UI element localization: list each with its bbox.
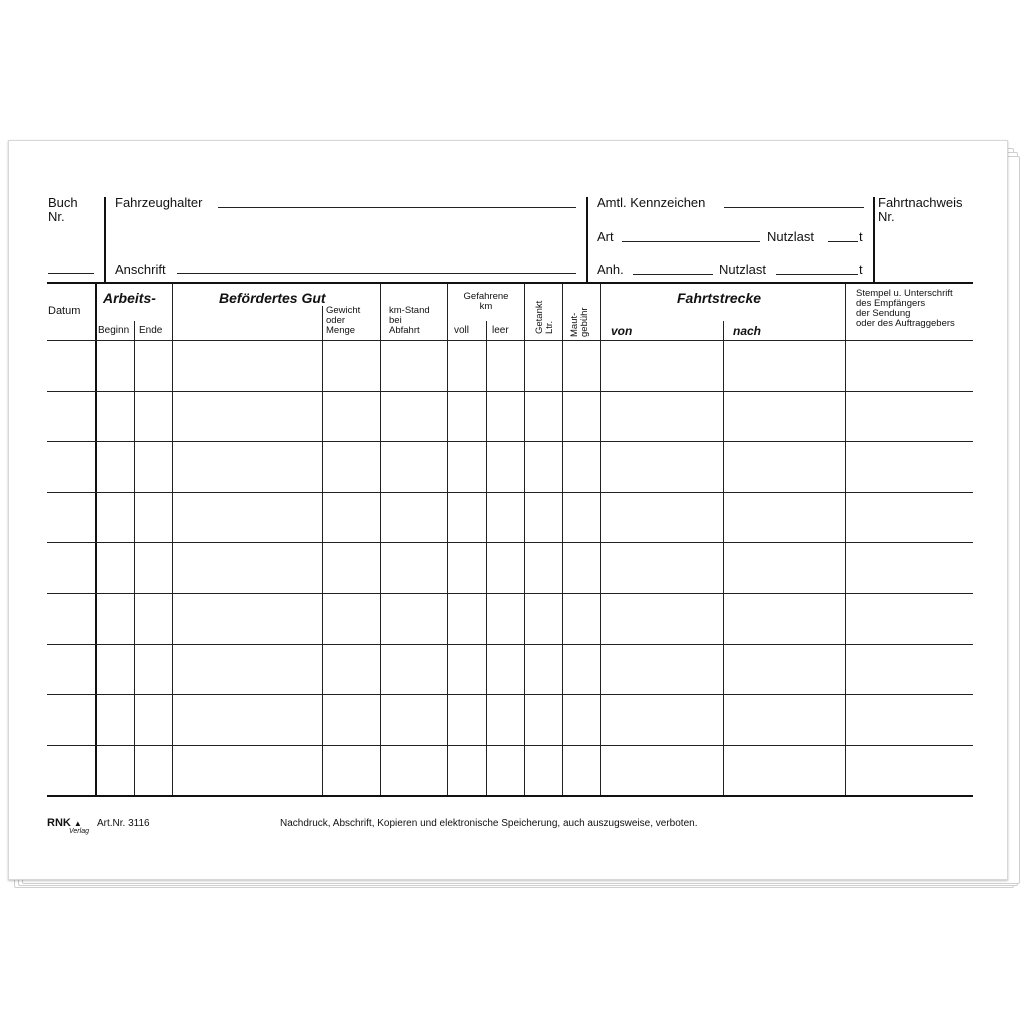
col-line <box>845 284 846 796</box>
col-header-arbeits: Arbeits- <box>103 290 156 306</box>
kennzeichen-line[interactable] <box>724 207 864 208</box>
anh-nutzlast-unit: t <box>859 262 863 277</box>
art-label: Art <box>597 229 614 244</box>
col-line <box>172 284 173 796</box>
col-header-fahrtstrecke: Fahrtstrecke <box>677 290 762 306</box>
table-row[interactable] <box>47 441 973 442</box>
col-header-gefahrene: Gefahrene km <box>463 291 509 312</box>
col-header-leer: leer <box>492 325 509 336</box>
col-line <box>723 321 724 796</box>
logo-sub: Verlag <box>69 828 89 835</box>
header-bottom-line <box>47 340 973 341</box>
table-row[interactable] <box>47 593 973 594</box>
kennzeichen-label: Amtl. Kennzeichen <box>597 195 706 210</box>
col-header-beginn: Beginn <box>98 325 130 336</box>
col-line <box>134 321 135 796</box>
header-divider <box>586 197 588 282</box>
col-line <box>95 284 97 796</box>
table-row[interactable] <box>47 391 973 392</box>
col-header-gewicht: Gewicht oder Menge <box>326 305 361 336</box>
art-nr: Art.Nr. 3116 <box>97 818 150 829</box>
col-header-datum: Datum <box>48 305 81 317</box>
col-header-gut: Befördertes Gut <box>219 290 326 306</box>
col-line <box>524 284 525 796</box>
anschrift-line[interactable] <box>177 273 576 274</box>
header-divider <box>104 197 106 282</box>
col-header-von: von <box>611 324 633 338</box>
col-line <box>322 306 323 796</box>
nutzlast-unit: t <box>859 229 863 244</box>
table-row[interactable] <box>47 795 973 797</box>
nutzlast-label: Nutzlast <box>767 229 814 244</box>
fahrtnachweis-label: Fahrtnachweis Nr. <box>878 195 963 224</box>
col-header-maut: Maut- gebühr <box>569 307 590 337</box>
copyright-notice: Nachdruck, Abschrift, Kopieren und elektronische Speicherung, auch auszugsweise, verboten. <box>280 818 698 829</box>
header-divider <box>873 197 875 282</box>
nutzlast-line[interactable] <box>828 241 858 242</box>
fahrzeughalter-line[interactable] <box>218 207 576 208</box>
col-header-nach: nach <box>733 324 762 338</box>
form-sheet <box>8 140 1008 880</box>
anh-line[interactable] <box>633 274 713 275</box>
col-header-ende: Ende <box>139 325 163 336</box>
col-line <box>380 284 381 796</box>
buch-nr-label: Buch Nr. <box>48 195 78 224</box>
rnk-logo <box>47 817 89 835</box>
table-row[interactable] <box>47 745 973 746</box>
col-header-kmstand: km-Stand bei Abfahrt <box>389 305 430 336</box>
logo-text: RNK <box>47 817 71 829</box>
col-line <box>600 284 601 796</box>
col-header-getankt: Getankt Ltr. <box>534 300 555 334</box>
logo-mark-icon: ▲ <box>73 819 82 828</box>
fahrzeughalter-label: Fahrzeughalter <box>115 195 203 210</box>
table-row[interactable] <box>47 694 973 695</box>
table-row[interactable] <box>47 644 973 645</box>
table-row[interactable] <box>47 492 973 493</box>
table-row[interactable] <box>47 542 973 543</box>
col-line <box>486 321 487 796</box>
anh-label: Anh. <box>597 262 624 277</box>
anh-nutzlast-line[interactable] <box>776 274 858 275</box>
col-line <box>447 284 448 796</box>
art-line[interactable] <box>622 241 760 242</box>
anh-nutzlast-label: Nutzlast <box>719 262 766 277</box>
table-top-border <box>47 282 973 284</box>
anschrift-label: Anschrift <box>115 262 166 277</box>
col-header-voll: voll <box>454 325 470 336</box>
col-line <box>562 284 563 796</box>
buch-nr-line[interactable] <box>48 273 94 274</box>
col-header-stempel: Stempel u. Unterschrift des Empfängers der Sendung oder des Auftraggebers <box>856 288 955 329</box>
